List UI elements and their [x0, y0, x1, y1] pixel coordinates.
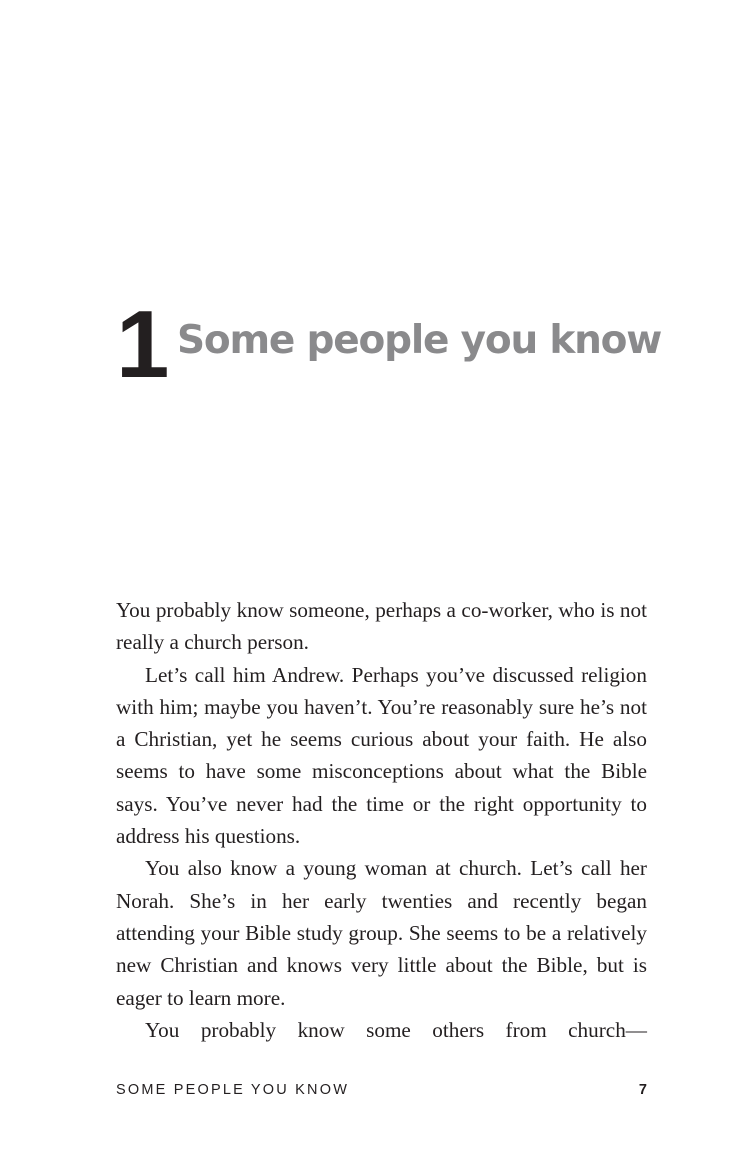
running-footer: SOME PEOPLE YOU KNOW [116, 1082, 350, 1098]
page-number: 7 [638, 1082, 647, 1098]
paragraph: You also know a young woman at church. Let’s call her Norah. She’s in her early twenties and recently began attending your Bible study group. She seems to be a relatively new Christian and knows very little about the Bible, but is eager to learn more. [116, 856, 647, 1010]
chapter-heading [116, 291, 662, 398]
chapter-title: Some people you know [177, 318, 662, 363]
body-text [116, 594, 647, 1046]
paragraph: Let’s call him Andrew. Perhaps you’ve discussed religion with him; maybe you haven’t. You’re reasonably sure he’s not a Christian, yet he seems curious about your faith. He also seems to have some misconceptions about what the Bible says. You’ve never had the time or the right opportunity to address his questions. [116, 662, 647, 849]
paragraph: You probably know some others from church— [145, 1017, 647, 1042]
paragraph: You probably know someone, perhaps a co-worker, who is not really a church person. [116, 598, 647, 655]
chapter-number: 1 [116, 291, 166, 398]
